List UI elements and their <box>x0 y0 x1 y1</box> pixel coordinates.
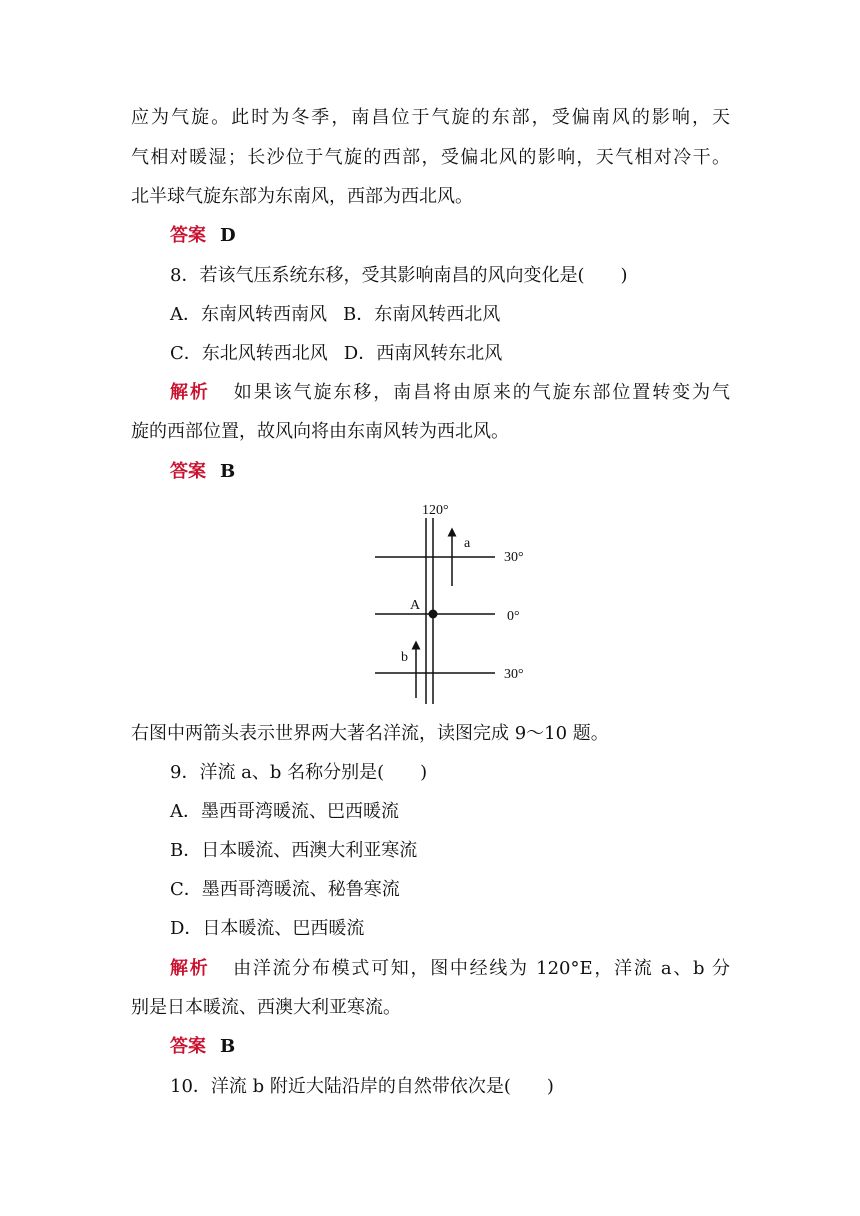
meridian-label: 120° <box>422 503 449 518</box>
question-8-analysis-line-1 <box>170 381 730 405</box>
option-a: A．东南风转西南风 <box>170 304 327 325</box>
question-9-option-c: C．墨西哥湾暖流、秘鲁寒流 <box>170 879 400 900</box>
question-10-stem: 10．洋流 b 附近大陆沿岸的自然带依次是( ) <box>170 1076 554 1097</box>
latitude-30s-label: 30° <box>504 667 524 682</box>
ocean-current-diagram <box>370 498 530 708</box>
answer-9 <box>170 1035 730 1059</box>
analysis-text: 由洋流分布模式可知，图中经线为 120°E，洋流 a、b 分 <box>231 958 730 979</box>
answer-value: B <box>220 1036 236 1057</box>
point-a-label: A <box>410 598 421 613</box>
question-9-stem: 9．洋流 a、b 名称分别是( ) <box>170 762 428 783</box>
answer-value: B <box>220 461 236 482</box>
analysis-label: 解析 <box>170 382 210 403</box>
question-8-options-cd <box>170 342 730 366</box>
question-9-option-b: B．日本暖流、西澳大利亚寒流 <box>170 840 418 861</box>
answer-8 <box>170 460 730 484</box>
answer-7 <box>170 224 730 248</box>
answer-label: 答案 <box>170 461 206 482</box>
question-8-options-ab <box>170 303 730 327</box>
question-8-analysis-line-2: 旋的西部位置，故风向将由东南风转为西北风。 <box>131 421 509 442</box>
question-8-stem: 8．若该气压系统东移，受其影响南昌的风向变化是( ) <box>170 265 628 286</box>
analysis-text: 如果该气旋东移，南昌将由原来的气旋东部位置转变为气 <box>231 382 731 403</box>
latitude-30n-label: 30° <box>504 550 524 565</box>
option-d: D．西南风转东北风 <box>343 343 503 364</box>
current-a-label: a <box>464 536 471 551</box>
option-c: C．东北风转西北风 <box>170 343 328 364</box>
explanation-7-line-2: 气相对暖湿；长沙位于气旋的西部，受偏北风的影响，天气相对冷干。 <box>131 147 730 168</box>
answer-value: D <box>220 225 236 246</box>
current-b-label: b <box>401 650 408 665</box>
analysis-label: 解析 <box>170 958 210 979</box>
question-9-option-a: A．墨西哥湾暖流、巴西暖流 <box>170 801 399 822</box>
question-9-option-d: D．日本暖流、巴西暖流 <box>170 918 365 939</box>
answer-label: 答案 <box>170 1036 206 1057</box>
questions-9-10-intro: 右图中两箭头表示世界两大著名洋流，读图完成 9～10 题。 <box>131 723 609 744</box>
question-9-analysis-line-1 <box>170 957 730 981</box>
equator-label: 0° <box>507 609 520 624</box>
answer-label: 答案 <box>170 225 206 246</box>
option-b: B．东南风转西北风 <box>343 304 501 325</box>
question-9-analysis-line-2: 别是日本暖流、西澳大利亚寒流。 <box>131 997 401 1018</box>
explanation-7-line-1: 应为气旋。此时为冬季，南昌位于气旋的东部，受偏南风的影响，天 <box>131 107 730 128</box>
point-a-marker <box>429 610 438 619</box>
explanation-7-line-3: 北半球气旋东部为东南风，西部为西北风。 <box>131 186 473 207</box>
